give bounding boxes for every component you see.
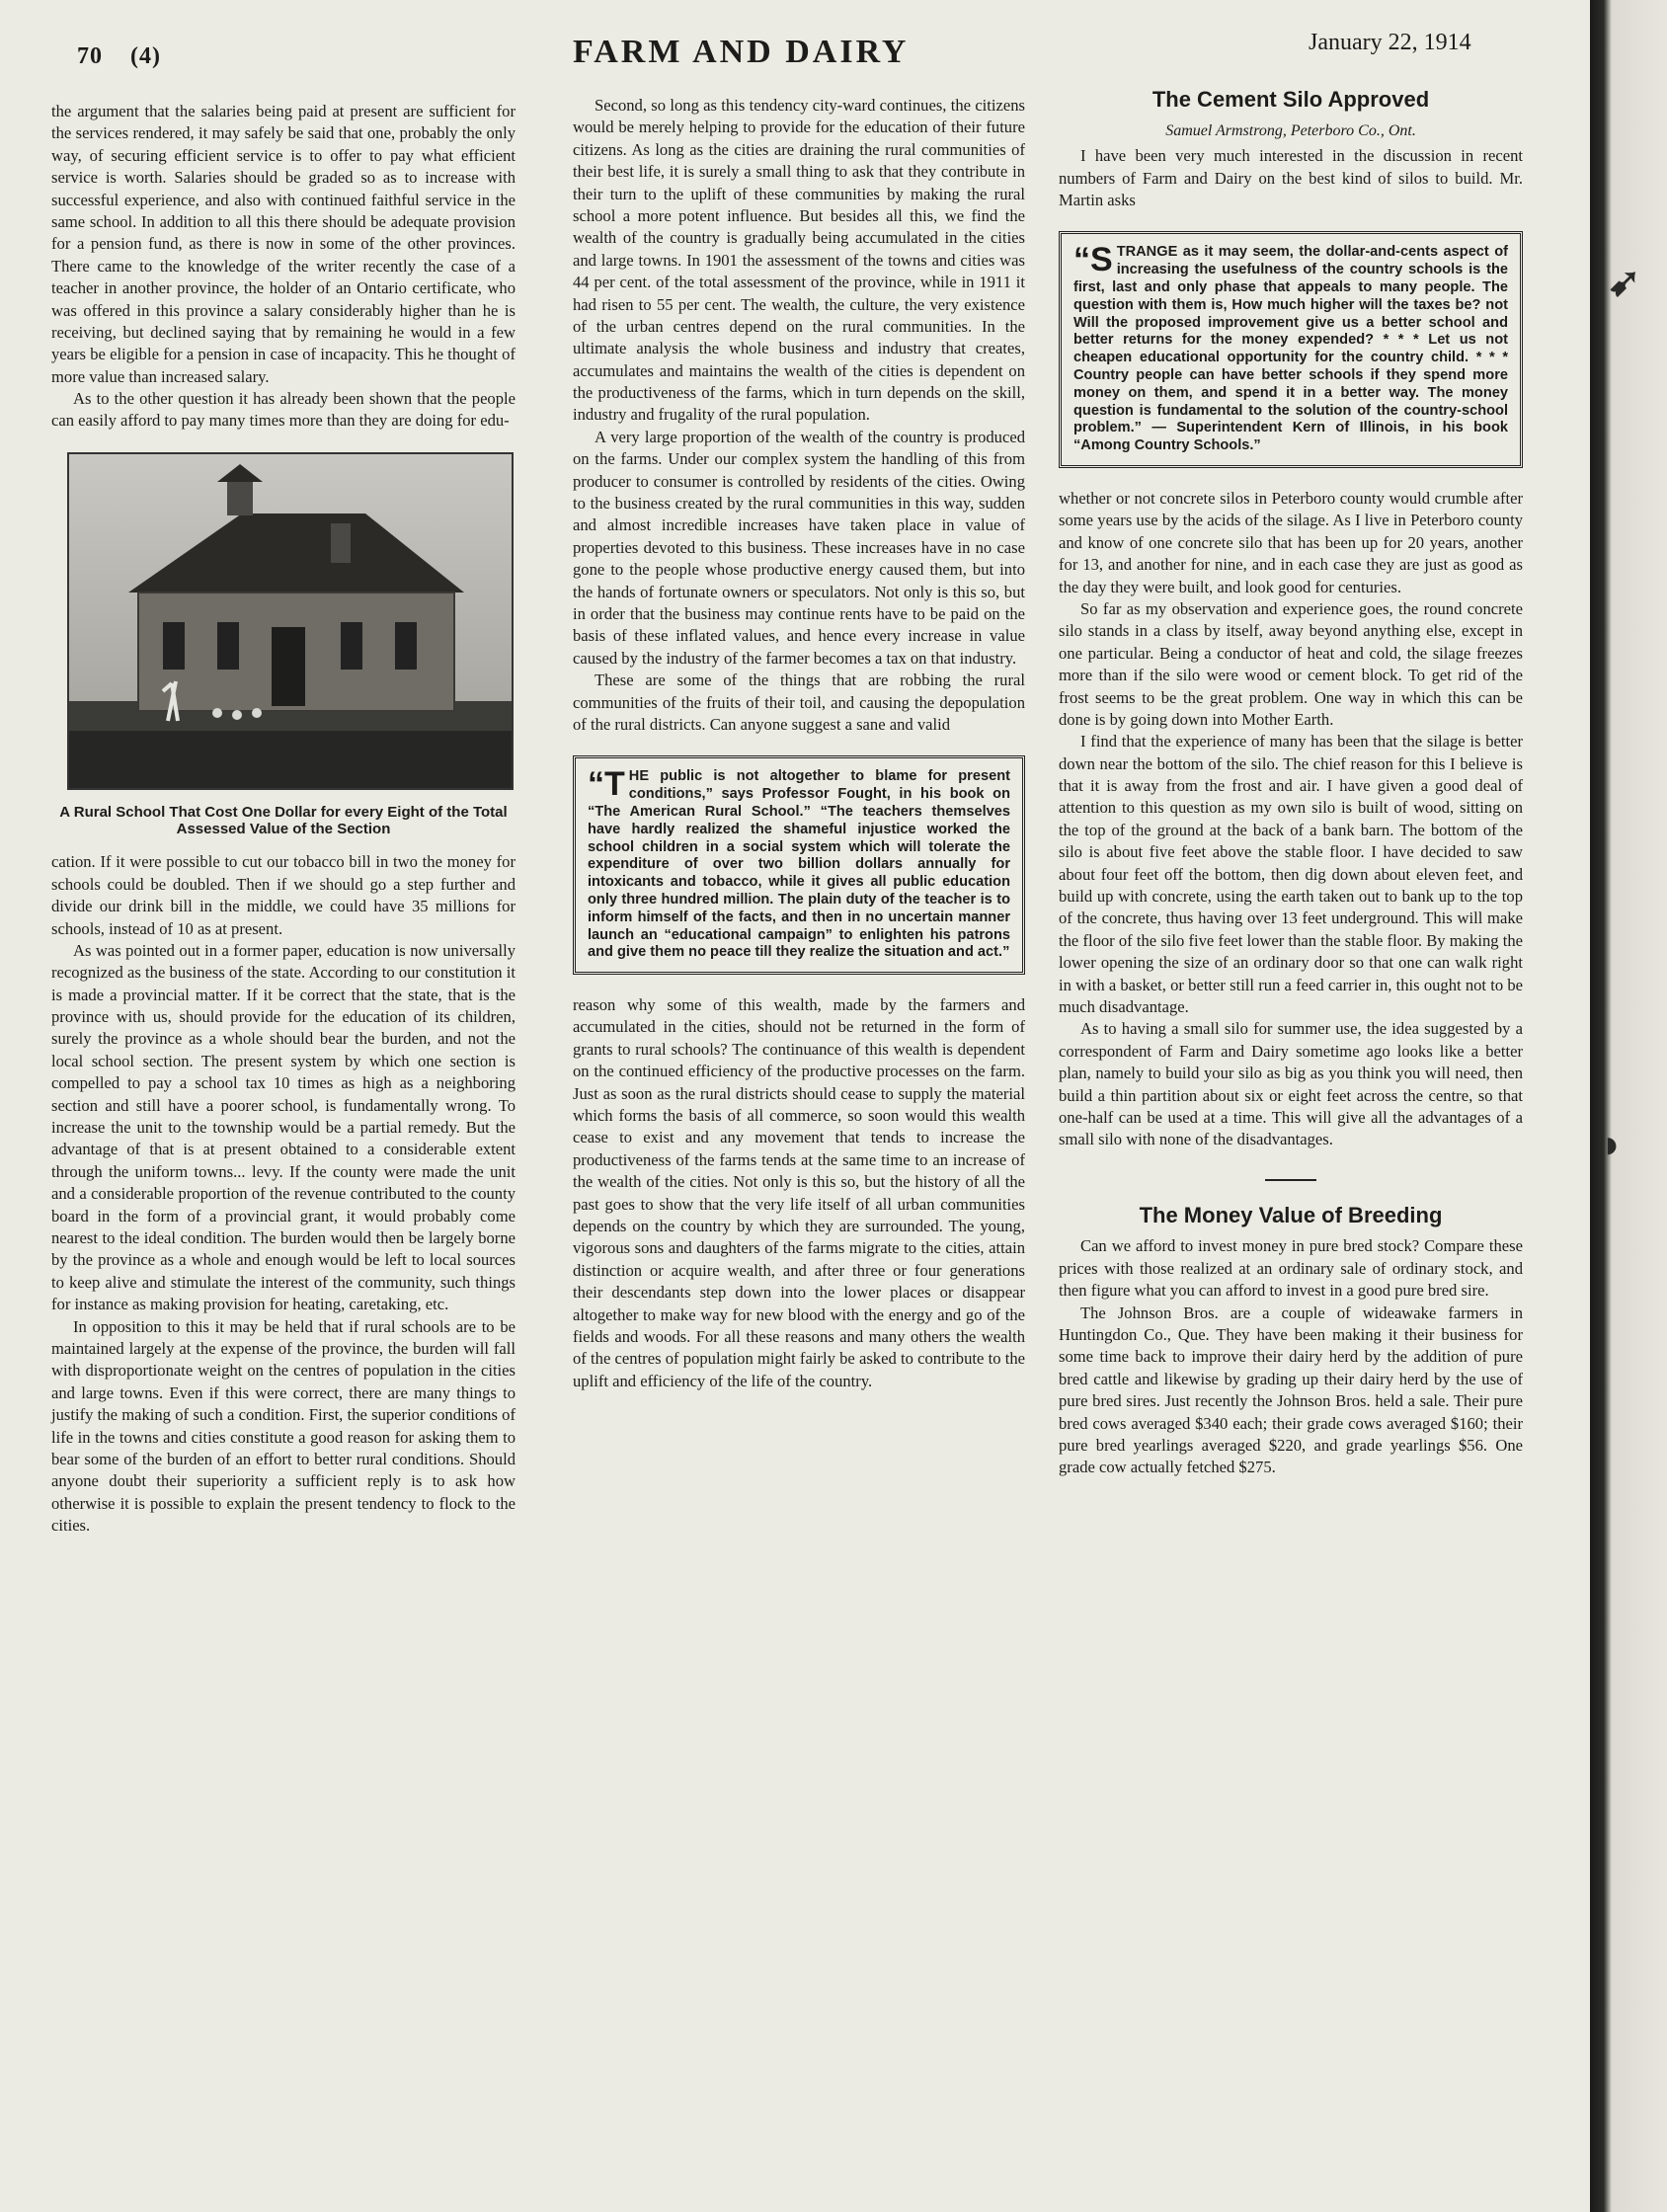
paragraph: the argument that the salaries being paid at present are sufficient for the services rendered, it may safely be said that one, probably the only way, of securing efficient service is to offer to pay what efficient service is worth. Salaries should be graded so as to increase with successful experience, and also with continued faithful service in the same school. In addition to all this there should be adequate provision for a pension fund, as there is now in some of the other provinces. There came to the knowledge of the writer recently the case of a teacher in another province, the holder of an Ontario certificate, who was offered in this province a salary considerably higher than he is receiving, but declined saying that by remaining he would in a few years be eligible for a pension in case of incapacity. This he thought of more value than increased salary. (51, 102, 516, 386)
paragraph: I have been very much interested in the discussion in recent numbers of Farm and Dairy on the best kind of silos to build. Mr. Martin asks (1059, 146, 1523, 210)
paragraph: A very large proportion of the wealth of the country is produced on the farms. Under our complex system the handling of this from producer to consumer is controlled by residents of the cities. Owing to the business created by the rural communities in this way, sudden and almost incredible increases have taken place in value of properties devoted to this business. These increases have in no case gone to the people whose productive energy caused them, but into the hands of fortunate owners or speculators. Not only is this so, but in order that the business may continue rents have to be paid on the basis of these inflated values, and hence every increase in value caused by the industry of the farmer becomes a tax on that industry. (573, 427, 1025, 668)
page-number: 70 (4) (77, 43, 161, 69)
quote-dropcap: “S (1073, 241, 1113, 279)
paragraph: The Johnson Bros. are a couple of wideawake farmers in Huntingdon Co., Que. They have been making it their business for some time back to improve their dairy herd by the addition of pure bred cattle and likewise by grading up their dairy herd by the use of pure bred sires. Just recently the Johnson Bros. held a sale. Their pure bred cows averaged $340 each; their grade cows averaged $160; their pure bred yearlings averaged $220, and grade yearlings $56. One grade cow actually fetched $275. (1059, 1303, 1523, 1477)
issue-date: January 22, 1914 (1309, 30, 1471, 55)
pullquote-fought (573, 755, 1025, 975)
column-left (51, 101, 516, 2194)
quote-text: HE public is not altogether to blame for present conditions,” says Professor Fought, in his book on “The American Rural School.” “The teachers themselves have hardly realized the shameful injustice worked the school children in a social system which will tolerate the expenditure of over two billion dollars annually for intoxicants and tobacco, while it gives all public education only three hundred million. The plain duty of the teacher is to inform himself of the facts, and then in no uncertain manner launch an “educational campaign” to enlighten his patrons and give them no peace till they realize the situation and act.” (588, 768, 1010, 961)
photo-caption: A Rural School That Cost One Dollar for every Eight of the Total Assessed Value of the Section (59, 803, 508, 838)
quote-dropcap: “T (588, 765, 625, 804)
paragraph: whether or not concrete silos in Peterboro county would crumble after some years use by the acids of the silage. As I live in Peterboro county and know of one concrete silo that has been up for 20 years, another for 13, and another for nine, and in each case they are just as good as the day they were built, and look good for centuries. (1059, 489, 1523, 596)
page-header (0, 30, 1590, 69)
column-middle (573, 95, 1025, 2193)
paragraph: As to having a small silo for summer use, the idea suggested by a correspondent of Farm and Dairy sometime ago looks like a better plan, namely to build your silo as big as you think you will need, then build a thin partition about six or eight feet across the centre, so that one-half can be used at a time. This will give all the advantages of a small silo with none of the disadvantages. (1059, 1019, 1523, 1149)
paragraph: reason why some of this wealth, made by the farmers and accumulated in the cities, should not be returned in the form of grants to rural schools? The continuance of this wealth is dependent on the continued efficiency of the productive processes on the farm. Just as soon as the rural districts should cease to supply the material which forms the basis of all commerce, so soon would this wealth cease to exist and any movement that tends to increase the productiveness of the farms tends at the same time to an increase of the wealth of the cities. Not only is this so, but the history of all the past goes to show that the very life itself of all urban communities depends on the country by which they are surrounded. The young, vigorous sons and daughters of the farms migrate to the cities, attain distinction or acquire wealth, and after three or four generations their descendants step down into the lower places or disappear altogether to make way for new blood with the energy and go of the fields and woods. For all these reasons and many others the wealth of the centres of population might fairly be asked to contribute to the uplift and efficiency of the life of the country. (573, 995, 1025, 1390)
paragraph: Can we afford to invest money in pure bred stock? Compare these prices with those realized at an ordinary sale of ordinary stock, and then figure what you can afford to invest in a good pure bred sire. (1059, 1236, 1523, 1301)
paragraph: cation. If it were possible to cut our tobacco bill in two the money for schools could be doubled. Then if we should go a step further and divide our drink bill in the middle, we could have 35 millions for schools, instead of 10 as at present. (51, 852, 516, 938)
article-title-silo: The Cement Silo Approved (1151, 87, 1430, 112)
pullquote-kern (1059, 231, 1523, 468)
binding-mark-icon: ➹ (1608, 260, 1641, 304)
quote-text: TRANGE as it may seem, the dollar-and-cents aspect of increasing the usefulness of the country schools is the first, last and only phase that appeals to many people. The question with them is, How much higher will the taxes be? not Will the proposed improvement give us a better school and better returns for the money expended? * * * Let us not cheapen educational opportunity for the country child. * * * Country people can have better schools if they spend more money on them, and spend it in a better way. The money question is fundamental to the solution of the country-school problem.” — Superintendent Kern of Illinois, in his book “Among Country Schools.” (1073, 244, 1508, 454)
paragraph: So far as my observation and experience goes, the round concrete silo stands in a class by itself, away beyond anything else, except in one particular. Being a conductor of heat and cold, the silage freezes more than if the silo were wood or cement block. To get rid of the frost seems to be the great problem. One way in which this can be done is by going down into Mother Earth. (1059, 598, 1523, 729)
schoolhouse-photo (67, 452, 514, 790)
masthead-title: FARM AND DAIRY (573, 34, 910, 70)
paragraph: Second, so long as this tendency city-ward continues, the citizens would be merely helping to provide for the education of their future citizens. As long as the cities are draining the rural communities of their best life, it is surely a small thing to ask that they contribute in their turn to the uplift of these communities by making the rural school a more potent influence. But besides all this, we find the wealth of the country is gradually being accumulated in the cities and large towns. In 1901 the assessment of the towns and cities was 44 per cent. of the total assessment of the province, while in 1911 it had risen to 55 per cent. The wealth, the culture, the very existence of the urban centres depend on the rural communities. In the ultimate analysis the whole business and industry that creates, accumulates and maintains the wealth of the cities is dependent on the productiveness of the farms, which in turn depends on the skill, industry and frugality of the rural population. (573, 96, 1025, 425)
section-number: (4) (130, 43, 161, 69)
paragraph: As was pointed out in a former paper, education is now universally recognized as the business of the state. According to our constitution it is made a provincial matter. If it be correct that the state, that is the province with us, should provide for the education of its children, surely the province as a whole should bear the burden, and not the local school section. The present system by which one section is compelled to pay a school tax 10 times as high as a neighboring section and still have a poorer school, is fundamentally wrong. To increase the unit to the township would be a partial remedy. But the advantage of that is at present obtained to a considerable extent through the uniform towns... levy. If the county were made the unit and a considerable proportion of the revenue contributed to the county board in the form of a provincial grant, it would probably come nearest to the ideal condition. The burden would then be largely borne by the province as a whole and enough would be left to local sources to keep alive and stimulate the interest of the community, such things for instance as making provision for heating, caretaking, etc. (51, 940, 516, 1314)
paragraph: I find that the experience of many has been that the silage is better down near the bottom of the silo. The chief reason for this I believe is that it is away from the frost and air. I have given a good deal of attention to this question as my own silo is built of wood, sitting on the top of the ground at the back of a bank barn. The bottom of the silo is about five feet above the stable floor. I have decided to saw about four feet off the bottom, then dig down about eleven feet, and build up with concrete, using the earth taken out to bank up to the top of the concrete, thus having over 13 feet underground. This will make the floor of the silo five feet lower than the stable floor. By making the lower opening the size of an ordinary door so that one can walk right in with a basket, or better still run a feed carrier in, this ought not to be much disadvantage. (1059, 732, 1523, 1016)
column-right (1059, 85, 1523, 2198)
binding-edge (1590, 0, 1667, 2212)
binding-mark-icon: ◗ (1600, 1122, 1625, 1166)
paragraph: In opposition to this it may be held that if rural schools are to be maintained largely at the expense of the province, the burden will fall with disproportionate weight on the centres of population in the cities and large towns. Even if this were correct, there are many things to justify the making of such a condition. First, the superior conditions of life in the towns and cities constitute a good reason for asking them to bear some of the burden of an effort to better rural conditions. Should anyone doubt their superiority a sufficient reply is to ask how otherwise it is possible to explain the present tendency to flock to the cities. (51, 1316, 516, 1536)
article-title-breeding: The Money Value of Breeding (1139, 1202, 1443, 1227)
paragraph: As to the other question it has already been shown that the people can easily afford to pay many times more than they are doing for edu- (51, 389, 516, 431)
paragraph: These are some of the things that are robbing the rural communities of the fruits of their toil, and causing the depopulation of the rural districts. Can anyone suggest a sane and valid (573, 671, 1025, 734)
section-divider (1265, 1179, 1316, 1181)
article-byline: Samuel Armstrong, Peterboro Co., Ont. (1165, 121, 1416, 139)
